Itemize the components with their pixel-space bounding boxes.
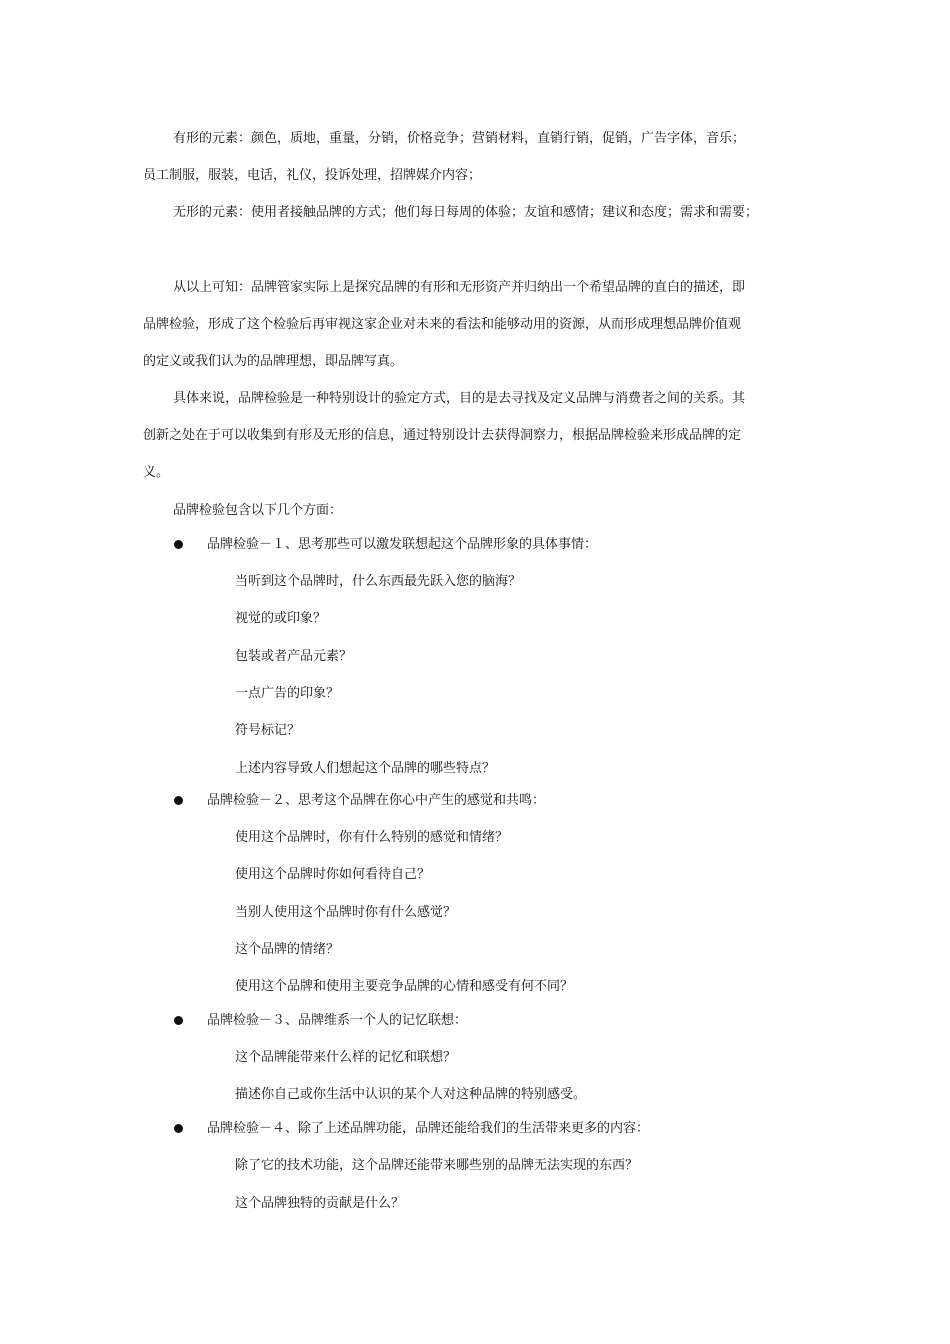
list-item: 这个品牌独特的贡献是什么？	[235, 1196, 405, 1211]
section-title: 品牌检验－３、品牌维系一个人的记忆联想：	[207, 1013, 468, 1028]
list-item: 使用这个品牌时你如何看待自己？	[235, 867, 431, 882]
paragraph-line: 品牌检验，形成了这个检验后再审视这家企业对未来的看法和能够动用的资源，从而形成理想品牌价值观	[143, 317, 742, 332]
list-item: 描述你自己或你生活中认识的某个人对这种品牌的特别感受。	[235, 1087, 587, 1102]
list-item: 使用这个品牌和使用主要竞争品牌的心情和感受有何不同？	[235, 979, 574, 994]
tangible-elements-paragraph	[143, 120, 808, 194]
paragraph-line: 创新之处在于可以收集到有形及无形的信息，通过特别设计去获得洞察力，根据品牌检验来形成品牌的定	[143, 428, 742, 443]
list-item: 这个品牌的情绪？	[235, 942, 340, 957]
paragraph-line: 无形的元素：使用者接触品牌的方式；他们每日每周的体验；友谊和感情；建议和态度；需求和需要；	[173, 205, 759, 220]
bullet-icon	[174, 1124, 183, 1133]
section-title: 品牌检验－１、思考那些可以激发联想起这个品牌形象的具体事情：	[207, 537, 598, 552]
bullet-icon	[174, 796, 183, 805]
paragraph-line: 品牌检验包含以下几个方面：	[173, 503, 343, 518]
intro-paragraph	[143, 492, 808, 529]
paragraph-line: 员工制服，服装，电话，礼仪，投诉处理，招牌媒介内容；	[143, 168, 482, 183]
bullet-icon	[174, 1016, 183, 1025]
list-item: 使用这个品牌时，你有什么特别的感觉和情绪？	[235, 830, 509, 845]
summary-paragraph	[143, 269, 808, 380]
list-item: 上述内容导致人们想起这个品牌的哪些特点？	[235, 761, 496, 776]
section-title: 品牌检验－４、除了上述品牌功能，品牌还能给我们的生活带来更多的内容：	[207, 1121, 650, 1136]
list-item: 这个品牌能带来什么样的记忆和联想？	[235, 1050, 457, 1065]
paragraph-line: 义。	[143, 465, 170, 480]
list-item: 符号标记？	[235, 723, 301, 738]
list-item: 除了它的技术功能，这个品牌还能带来哪些别的品牌无法实现的东西？	[235, 1158, 639, 1173]
list-item: 包装或者产品元素？	[235, 649, 353, 664]
list-item: 当听到这个品牌时，什么东西最先跃入您的脑海？	[235, 574, 522, 589]
paragraph-line: 有形的元素：颜色，质地，重量，分销，价格竞争；营销材料，直销行销，促销，广告字体，音乐；	[173, 131, 746, 146]
bullet-icon	[174, 540, 183, 549]
specific-explanation-paragraph	[143, 380, 808, 491]
intangible-elements-paragraph	[143, 194, 808, 231]
list-item: 视觉的或印象？	[235, 611, 327, 626]
list-item: 当别人使用这个品牌时你有什么感觉？	[235, 905, 457, 920]
list-item: 一点广告的印象？	[235, 686, 340, 701]
paragraph-line: 从以上可知：品牌管家实际上是探究品牌的有形和无形资产并归纳出一个希望品牌的直白的描述，即	[173, 280, 746, 295]
paragraph-line: 具体来说，品牌检验是一种特别设计的验定方式，目的是去寻找及定义品牌与消费者之间的关系。其	[173, 391, 746, 406]
paragraph-line: 的定义或我们认为的品牌理想，即品牌写真。	[143, 354, 404, 369]
section-title: 品牌检验－２、思考这个品牌在你心中产生的感觉和共鸣：	[207, 793, 546, 808]
